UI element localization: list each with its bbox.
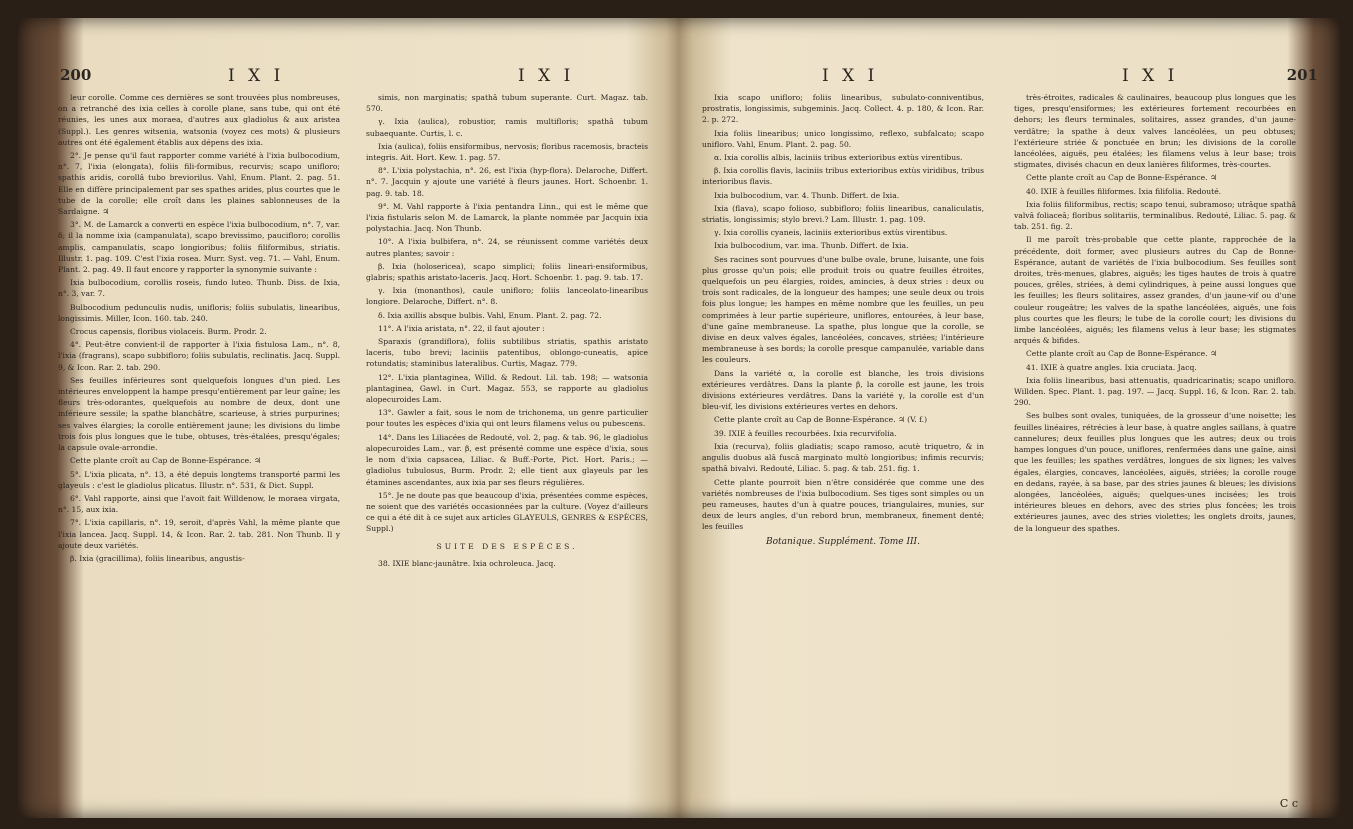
signature-mark: C c bbox=[1279, 797, 1298, 810]
paragraph: γ. Ixia (monanthos), caule unifloro; foliis lanceolato-linearibus longiore. Delaroche, Differt. n°. 8. bbox=[366, 286, 648, 307]
paragraph: Ixia foliis linearibus; unico longissimo, reflexo, subfalcato; scapo unifloro. Vahl, Enum. Plant. 2. pag. 50. bbox=[702, 128, 984, 149]
paragraph: Ixia (aulica), foliis ensiformibus, nervosis; floribus racemosis, bracteis integris. Ait. Hort. Kew. 1. pag. 57. bbox=[366, 141, 648, 163]
paragraph: 14°. Dans les Liliacées de Redouté, vol. 2, pag. & tab. 96, le gladiolus alopecuroides Lam., var. β, est présenté comme une espèce d'ixia, sous le nom d'ixia capsacea, Liliac. & Buff.-Porte, Pict. Hort. Paris.; — gladiolus tubulosus, Burm. Prodr. 2; elle tient aux glayeuls par les étamines ascendantes, aux ixia par ses fleurs régulières. bbox=[366, 432, 648, 487]
paragraph: Cette plante croît au Cap de Bonne-Espérance. ♃ bbox=[1026, 173, 1217, 183]
paragraph: β. Ixia (holosericea), scapo simplici; foliis lineari-ensiformibus, glabris; spathis aristato-laceris. Jacq. Hort. Schoenbr. 1. pag. 9. tab. 17. bbox=[366, 261, 648, 283]
paragraph: 3°. M. de Lamarck a converti en espèce l'ixia bulbocodium, n°. 7, var. δ; il la nomme ixia (campanulata), scapo brevissimo, paucifloro; corollis amplis, campanulatis, scapo longioribus; foliis filiformibus, striatis. Illustr. 1. pag. 109. C'est l'ixia rosea. Murr. Syst. veg. 71. — Vahl, Enum. Plant. 2. pag. 49. Il faut encore y rapporter la synonymie suivante : bbox=[58, 220, 340, 275]
paragraph: Ixia foliis linearibus, basi attenuatis, quadricarinatis; scapo unifloro. Willden. Spec. Plant. 1. pag. 197. — Jacq. Suppl. 16, & Icon. Rar. 2. tab. 290. bbox=[1014, 375, 1296, 408]
paragraph: 6°. Vahl rapporte, ainsi que l'avoit fait Willdenow, le moraea virgata, n°. 15, aux ixia. bbox=[58, 493, 340, 515]
paragraph: Cette plante croît au Cap de Bonne-Espérance. ♃ (V. f.) bbox=[714, 415, 928, 425]
paragraph: γ. Ixia corollis cyaneis, laciniis exterioribus extùs virentibus. bbox=[714, 228, 948, 238]
paragraph: simis, non marginatis; spathâ tubum superante. Curt. Magaz. tab. 570. bbox=[366, 93, 648, 114]
right-page-column-2 bbox=[1014, 92, 1296, 818]
left-page bbox=[58, 58, 678, 818]
paragraph: Il me paroît très-probable que cette plante, rapprochée de la précédente, doit former, avec plusieurs autres du Cap de Bonne-Espérance, autant de variétés de l'ixia bulbocodium. Ses feuilles sont droites, très-menues, glabres, aiguës; les tiges hautes de trois à quatre pouces, grêles, striées, à demi cylindriques, à peine aussi longues que les feuilles; les fleurs solitaires, assez grandes, d'un jaune-vif ou d'une couleur rougeâtre; les valves de la spathe lancéolées, aiguës, une fois plus courtes que les fleurs; le tube de la corolle court; les divisions du limbe lancéolées, aiguës; les filamens velus à leur base; les stigmates arqués & bifides. bbox=[1014, 235, 1296, 346]
right-page-column-1 bbox=[702, 92, 984, 818]
page-number: 201 bbox=[1286, 66, 1318, 84]
paragraph: leur corolle. Comme ces dernières se sont trouvées plus nombreuses, on a retranché des ixia celles à corolle plane, sans tube, qui ont été réunies, les unes aux moraea, d'autres aux gladiolus & aux aristea (Suppl.). Les genres witsenia, watsonia (voyez ces mots) & plusieurs autres ont été également établis aux dépens des ixia. bbox=[58, 93, 340, 147]
book-spread bbox=[18, 18, 1340, 818]
paragraph: Ixia (recurva), foliis gladiatis; scapo ramoso, acutè triquetro, & in angulis duobus alâ fuscâ marginato multò longioribus; infimis recurvis; spathâ bivalvi. Redouté, Liliac. 5. pag. & tab. 251. fig. 1. bbox=[702, 441, 984, 474]
paragraph: 41. IXIE à quatre angles. Ixia cruciata. Jacq. bbox=[1026, 362, 1197, 372]
paragraph: Bulbocodium pedunculis nudis, unifloris; foliis subulatis, linearibus, longissimis. Miller, Icon. 160. tab. 240. bbox=[58, 302, 340, 323]
paragraph: 12°. L'ixia plantaginea, Willd. & Redout. Lil. tab. 198; — watsonia plantaginea, Gawl. in Curt. Magaz. 553, se rapporte au gladiolus alopecuroides Lam. bbox=[366, 372, 648, 405]
paragraph: 4°. Peut-être convient-il de rapporter à l'ixia fistulosa Lam., n°. 8, l'ixia (fragrans), scapo subbifloro; foliis subulatis, reclinatis. Jacq. Suppl. 9, & Icon. Rar. 2. tab. 290. bbox=[58, 340, 340, 372]
paragraph: 13°. Gawler a fait, sous le nom de trichonema, un genre particulier pour toutes les espèces d'ixia qui ont leurs filamens velus ou pubescens. bbox=[366, 408, 648, 429]
paragraph: Sparaxis (grandiflora), foliis subtilibus striatis, spathis aristato laceris, tubo brevi; laciniis patentibus, oblongo-cuneatis, apice rotundatis; staminibus lateralibus. Curtis, Magaz. 779. bbox=[366, 337, 648, 369]
paragraph: 39. IXIE à feuilles recourbées. Ixia recurvifolia. bbox=[714, 428, 897, 438]
paragraph: β. Ixia corollis flavis, laciniis tribus exterioribus extùs viridibus, tribus interioribus flavis. bbox=[702, 166, 984, 187]
footer-title: Botanique. Supplément. Tome III. bbox=[766, 536, 920, 547]
paragraph: Ixia bulbocodium, var. 4. Thunb. Differt. de Ixia. bbox=[714, 190, 900, 200]
paragraph: 11°. A l'ixia aristata, n°. 22, il faut ajouter : bbox=[378, 323, 545, 333]
paragraph: Ixia bulbocodium, var. ima. Thunb. Differt. de Ixia. bbox=[714, 241, 909, 251]
paragraph: Ixia bulbocodium, corollis roseis, fundo luteo. Thunb. Diss. de Ixia, n°. 3, var. 7. bbox=[58, 278, 340, 299]
paragraph: 40. IXIE à feuilles filiformes. Ixia filifolia. Redouté. bbox=[1026, 186, 1222, 196]
running-head: I X I bbox=[518, 66, 575, 86]
paragraph: Ixia scapo unifloro; foliis linearibus, subulato-conniventibus, prostratis, longissimis, subgeminis. Jacq. Collect. 4. p. 180, & Icon. Rar. 2. p. 272. bbox=[702, 93, 984, 125]
right-page-header bbox=[702, 66, 1322, 92]
paragraph: Cette plante pourroit bien n'être considérée que comme une des variétés nombreuses de l'ixia bulbocodium. Ses tiges sont simples ou un peu rameuses, hautes d'un à quatre pouces, triangulaires, munies, sur deux de leurs angles, d'un rebord brun, membraneux, finement denté; les feuilles bbox=[702, 477, 984, 532]
paragraph: Ixia foliis filiformibus, rectis; scapo tenui, subramoso; utrâque spathâ valvâ foliaceâ; floribus solitariis, terminalibus. Redouté, Liliac. 5. pag. & tab. 251. fig. 2. bbox=[1014, 199, 1296, 232]
page-number: 200 bbox=[60, 66, 92, 84]
running-head: I X I bbox=[1122, 66, 1179, 86]
paragraph: 15°. Je ne doute pas que beaucoup d'ixia, présentées comme espèces, ne soient que des variétés occasionnées par la culture. (Voyez d'ailleurs ce qui a été dit à ce sujet aux articles GLAYEULS, GENRES & ESPÈCES, Suppl.) bbox=[366, 490, 648, 534]
paragraph: 7°. L'ixia capillaris, n°. 19, seroit, d'après Vahl, la même plante que l'ixia lancea. Jacq. Suppl. 14, & Icon. Rar. 2. tab. 281. Non Thunb. Il y ajoute deux variétés. bbox=[58, 518, 340, 550]
paragraph: γ. Ixia (aulica), robustior, ramis multifloris; spathâ tubum subaequante. Curtis, l. c. bbox=[366, 117, 648, 138]
running-head: I X I bbox=[822, 66, 879, 86]
paragraph: Ses bulbes sont ovales, tuniquées, de la grosseur d'une noisette; les feuilles linéaires, rétrécies à leur base, à quatre angles saillans, à quatre cannelures; deux feuilles plus longues que les autres; deux ou trois hampes longues d'un pouce, uniflores, renfermées dans une gaîne, ainsi que les feuilles; les spathes verdâtres, longues de six lignes; les valves égales, élargies, concaves, lancéolées, aiguës, striées; la corolle rouge en dedans, rayée, à sa base, par des stries jaunes & bleues; les divisions alongées, lancéolées, aiguës; quelques-unes incisées; les trois intérieures bleues en dehors, avec des stries plus foncées; les trois extérieures jaunes, avec des stries violettes; les onglets droits, jaunes, de la longueur des spathes. bbox=[1014, 411, 1296, 533]
paragraph: 10°. A l'ixia bulbifera, n°. 24, se réunissent comme variétés deux autres plantes; savoir : bbox=[366, 237, 648, 258]
paragraph: 9°. M. Vahl rapporte à l'ixia pentandra Linn., qui est le même que l'ixia fistularis selon M. de Lamarck, la plante nommée par Jacquin ixia polystachia. Jacq. Non Thunb. bbox=[366, 201, 648, 234]
running-head: I X I bbox=[228, 66, 285, 86]
paragraph: 8°. L'ixia polystachia, n°. 26, est l'ixia (hyp-flora). Delaroche, Differt. n°. 7. Jacquin y ajoute une variété à fleurs jaunes. Hort. Schoenbr. 1. pag. 9. tab. 18. bbox=[366, 166, 648, 198]
left-page-column-2 bbox=[366, 92, 648, 818]
left-page-header bbox=[58, 66, 678, 92]
paragraph: Ses racines sont pourvues d'une bulbe ovale, brune, luisante, une fois plus grosse qu'un pois; elle produit trois ou quatre feuilles étroites, quelquefois un peu élargies, roides, amincies, à deux stries : deux ou trois sont radicales, de la longueur des hampes; une seule deux ou trois fois plus longue; les hampes en même nombre que les feuilles, un peu comprimées à leur partie supérieure, uniflores, entourées, à leur base, d'une gaîne membraneuse. La spathe, plus longue que la corolle, se divise en deux valves égales, lancéolées, concaves, striées; l'intérieure membraneuse à ses bords; la corolle presque campanulée, variable dans les couleurs. bbox=[702, 254, 984, 365]
paragraph: α. Ixia corollis albis, laciniis tribus exterioribus extùs virentibus. bbox=[714, 153, 963, 163]
paragraph: 5°. L'ixia plicata, n°. 13, a été depuis longtems transporté parmi les glayeuls : c'est le gladiolus plicatus. Illustr. n°. 531, & Dict. Suppl. bbox=[58, 469, 340, 490]
paragraph: Dans la variété α, la corolle est blanche, les trois divisions extérieures verdâtres. Dans la plante β, la corolle est jaune, les trois divisions extérieures verdâtres. Dans la variété γ, la corolle est d'un bleu-vif, les divisions extérieures vertes en dehors. bbox=[702, 368, 984, 412]
section-heading: SUITE DES ESPÈCES. bbox=[436, 541, 578, 551]
paragraph: très-étroites, radicales & caulinaires, beaucoup plus longues que les tiges, presqu'ensiformes; les extérieures fortement recourbées en dehors; les fleurs terminales, solitaires, assez grandes, d'un jaune-verdâtre; la spathe à deux valves lancéolées, un peu obtuses; l'extérieure striée & ponctuée en brun; les divisions de la corolle lancéolées, aiguës, peu étalées; les filamens velus à leur base; trois stigmates, divisés chacun en deux lanières filiformes, très-courtes. bbox=[1014, 93, 1296, 170]
paragraph: Ixia (flava), scapo folioso, subbifloro; foliis linearibus, canaliculatis, striatis, longissimis; stylo brevi.? Lam. Illustr. 1. pag. 109. bbox=[702, 203, 984, 225]
right-page bbox=[702, 58, 1322, 818]
paragraph: Cette plante croît au Cap de Bonne-Espérance. ♃ bbox=[1026, 349, 1217, 359]
paragraph: β. Ixia (gracillima), foliis linearibus, angustis- bbox=[70, 553, 245, 563]
paragraph: Crocus capensis, floribus violaceis. Burm. Prodr. 2. bbox=[70, 327, 267, 337]
paragraph: δ. Ixia axillis absque bulbis. Vahl, Enum. Plant. 2. pag. 72. bbox=[378, 310, 602, 320]
paragraph: Cette plante croît au Cap de Bonne-Espérance. ♃ bbox=[70, 456, 261, 466]
left-page-column-1 bbox=[58, 92, 340, 818]
paragraph: 2°. Je pense qu'il faut rapporter comme variété à l'ixia bulbocodium, n°. 7, l'ixia (elongata), foliis fili-formibus, recurvis; scapo unifloro; spathis aridis, corollâ tubo breviorilus. Vahl, Enum. Plant. 2. pag. 51. Elle en diffère principalement par ses spathes arides, plus courtes que le tube de la corolle; elle croît dans les plaines sablonneuses de la Sardaigne. ♃ bbox=[58, 151, 340, 217]
paragraph: 38. IXIE blanc-jaunâtre. Ixia ochroleuca. Jacq. bbox=[378, 558, 556, 568]
paragraph: Ses feuilles inférieures sont quelquefois longues d'un pied. Les intérieures enveloppent la hampe presqu'entièrement par leur gaîne; les fleurs très-odorantes, quelquefois au nombre de deux, dont une inférieure sessile; la spathe blanchâtre, scarieuse, à stries purpurines; ses valves élargies; la corolle entièrement jaune; les divisions du limbe trois fois plus longues que le tube, obtuses, très-étalées, presqu'égales; la capsule ovale-arrondie. bbox=[58, 375, 340, 453]
